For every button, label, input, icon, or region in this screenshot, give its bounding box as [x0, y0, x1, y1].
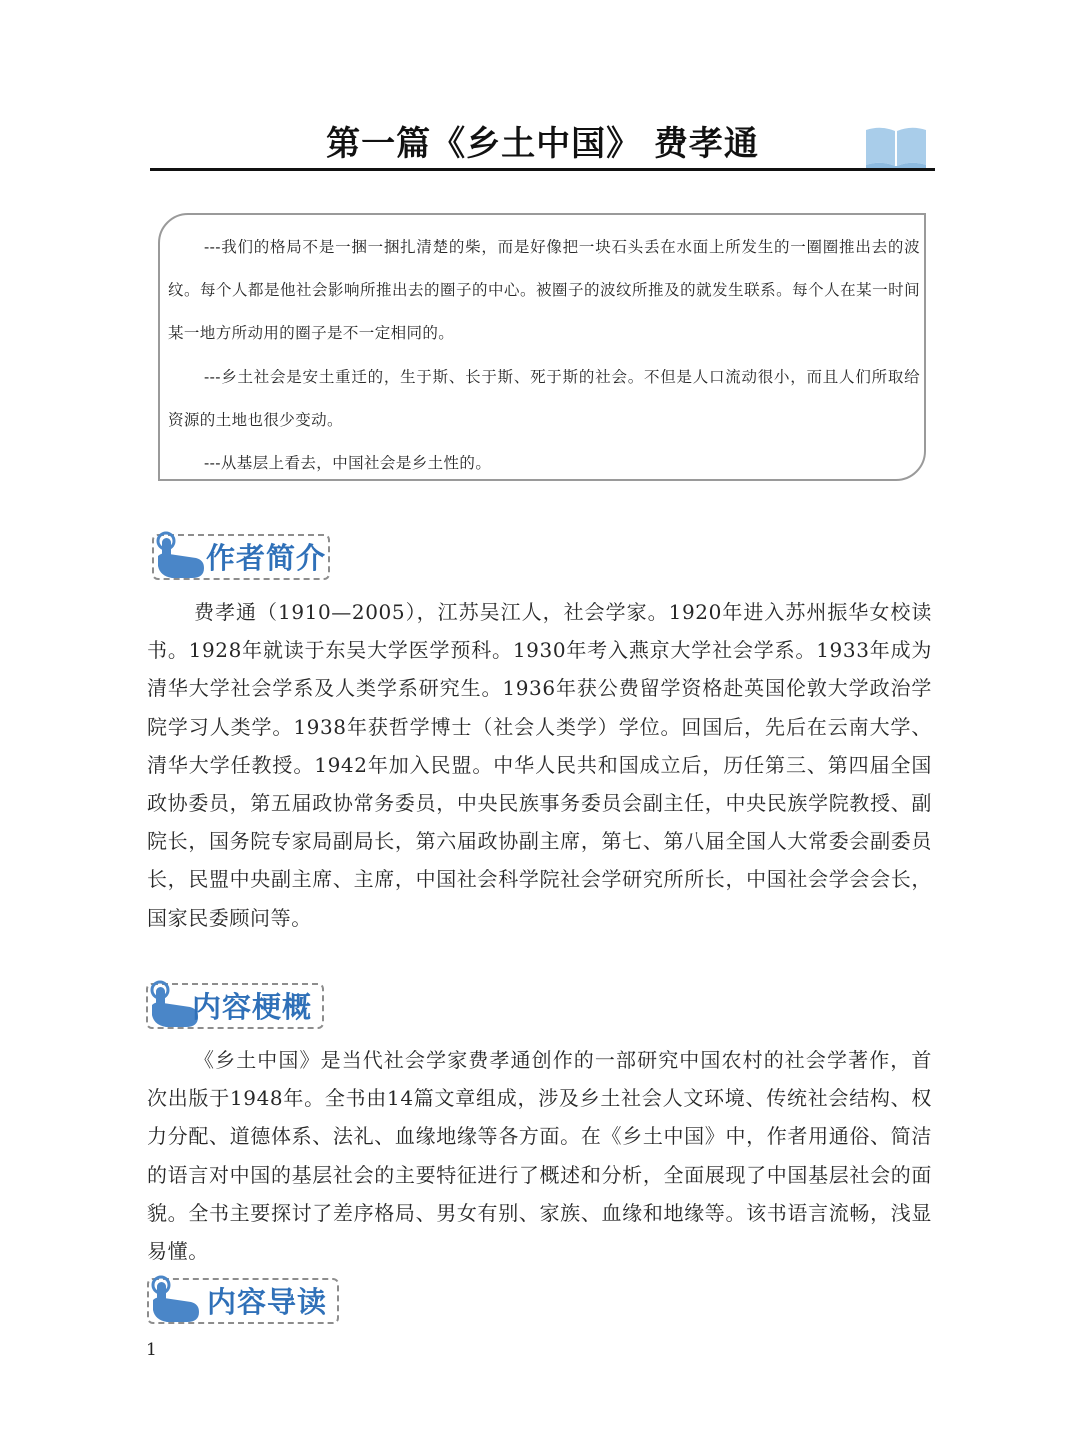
section-heading-author — [152, 534, 330, 580]
quote-paragraph: ---我们的格局不是一捆一捆扎清楚的柴，而是好像把一块石头丢在水面上所发生的一圈圈推出去的波纹。每个人都是他社会影响所推出去的圈子的中心。被圈子的波纹所推及的就发生联系。每个人在某一时间某一地方所动用的圈子是不一定相同的。 — [168, 238, 920, 343]
page-title: 第一篇《乡土中国》 费孝通 — [326, 124, 759, 164]
section-heading-guide — [147, 1278, 339, 1324]
section-heading-label: 内容梗概 — [192, 990, 313, 1024]
quote-paragraph: ---从基层上看去，中国社会是乡土性的。 — [204, 454, 492, 473]
title-underline — [150, 168, 935, 171]
content-summary-text: 《乡土中国》是当代社会学家费孝通创作的一部研究中国农村的社会学著作，首次出版于1948年。全书由14篇文章组成，涉及乡土社会人文环境、传统社会结构、权力分配、道德体系、法礼、血缘地缘等各方面。在《乡土中国》中，作者用通俗、简洁的语言对中国的基层社会的主要特征进行了概述和分析，全面展现了中国基层社会的面貌。全书主要探讨了差序格局、男女有别、家族、血缘和地缘等。该书语言流畅，浅显易懂。 — [147, 1048, 932, 1264]
page-number: 1 — [146, 1340, 157, 1360]
section-heading-label: 内容导读 — [207, 1285, 328, 1319]
author-intro-text: 费孝通（1910—2005），江苏吴江人，社会学家。1920年进入苏州振华女校读书。1928年就读于东吴大学医学预科。1930年考入燕京大学社会学系。1933年成为清华大学社会学系及人类学系研究生。1936年获公费留学资格赴英国伦敦大学政治学院学习人类学。1938年获哲学博士（社会人类学）学位。回国后，先后在云南大学、清华大学任教授。1942年加入民盟。中华人民共和国成立后，历任第三、第四届全国政协委员，第五届政协常务委员，中央民族事务委员会副主任，中央民族学院教授、副院长，国务院专家局副局长，第六届政协副主席，第七、第八届全国人大常委会副委员长，民盟中央副主席、主席，中国社会科学院社会学研究所所长，中国社会学会会长，国家民委顾问等。 — [147, 600, 932, 930]
pointing-hand-icon — [152, 530, 210, 582]
open-book-icon — [864, 124, 928, 168]
quote-paragraph: ---乡土社会是安土重迁的，生于斯、长于斯、死于斯的社会。不但是人口流动很小，而且人们所取给资源的土地也很少变动。 — [168, 367, 920, 429]
section-heading-summary — [146, 983, 324, 1029]
quote-box — [158, 213, 926, 481]
pointing-hand-icon — [147, 1274, 205, 1326]
section-heading-label: 作者简介 — [206, 541, 327, 575]
